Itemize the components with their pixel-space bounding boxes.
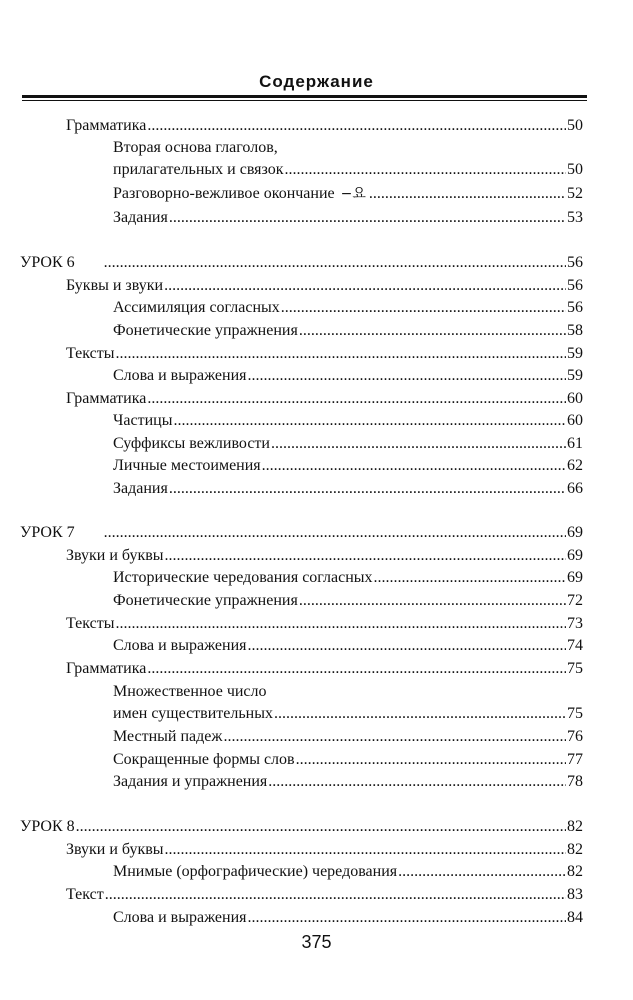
toc-entry-plural-nouns[interactable] — [113, 703, 583, 725]
dot-leader — [147, 658, 566, 680]
header-rule-thick — [22, 95, 587, 98]
toc-entry-label: Тексты — [66, 345, 115, 362]
dot-leader — [285, 159, 566, 181]
toc-entry-sounds-letters[interactable] — [66, 839, 583, 861]
toc-entry-locative-case[interactable] — [113, 726, 583, 748]
dot-leader — [248, 635, 567, 657]
toc-entry-label: Мнимые (орфографические) чередования — [113, 863, 398, 880]
toc-entry-polite-ending[interactable] — [113, 183, 583, 205]
toc-entry-page: 69 — [567, 547, 583, 564]
toc-entry-label: Грамматика — [66, 660, 147, 677]
toc-entry-page: 62 — [567, 457, 583, 474]
toc-entry-page: 56 — [567, 299, 583, 316]
dot-leader — [281, 297, 566, 319]
toc-entry-label: УРОК 8 — [20, 818, 75, 835]
dot-leader — [105, 884, 566, 906]
toc-entry-lesson-8[interactable] — [20, 816, 583, 838]
toc-entry-label: Звуки и буквы — [66, 547, 164, 564]
toc-entry-lesson-7[interactable] — [20, 522, 583, 544]
toc-entry-page: 82 — [567, 863, 583, 880]
toc-entry-tasks[interactable] — [113, 207, 583, 229]
toc-entry-page: 74 — [567, 637, 583, 654]
toc-entry-label-line1: Множественное число — [113, 683, 267, 700]
dot-leader — [268, 771, 566, 793]
toc-entry-second-stem[interactable] — [113, 159, 583, 181]
toc-entry-label-line1: Вторая основа глаголов, — [113, 139, 278, 156]
toc-entry-label: Разговорно-вежливое окончание — [113, 185, 335, 202]
dot-leader — [164, 275, 566, 297]
toc-entry-grammar[interactable] — [66, 658, 583, 680]
toc-entry-label: Задания — [113, 209, 168, 226]
dot-leader — [369, 183, 566, 205]
dot-leader — [299, 590, 566, 612]
toc-entry-label: Слова и выражения — [113, 367, 247, 384]
toc-entry-phonetic-exercises[interactable] — [113, 320, 583, 342]
dot-leader — [104, 522, 566, 544]
toc-entry-letters-sounds[interactable] — [66, 275, 583, 297]
toc-entry-tasks[interactable] — [113, 478, 583, 500]
dot-leader — [169, 207, 566, 229]
dot-leader — [76, 816, 566, 838]
toc-entry-label: прилагательных и связок — [113, 161, 284, 178]
toc-entry-page: 59 — [567, 367, 583, 384]
dot-leader — [398, 861, 566, 883]
toc-entry-label: Грамматика — [66, 390, 147, 407]
toc-entry-label: Суффиксы вежливости — [113, 435, 270, 452]
toc-entry-page: 53 — [567, 209, 583, 226]
toc-entry-page: 78 — [567, 773, 583, 790]
toc-entry-label: УРОК 7 — [20, 524, 75, 541]
dot-leader — [296, 749, 566, 771]
dot-leader — [274, 703, 566, 725]
toc-entry-sounds-letters[interactable] — [66, 545, 583, 567]
dot-leader — [262, 455, 566, 477]
toc-entry-label: Буквы и звуки — [66, 277, 164, 294]
toc-entry-texts[interactable] — [66, 343, 583, 365]
dot-leader — [147, 115, 566, 137]
toc-entry-page: 69 — [567, 524, 583, 541]
toc-entry-label: Слова и выражения — [113, 637, 247, 654]
toc-entry-label: Ассимиляция согласных — [113, 299, 280, 316]
toc-entry-words-expressions[interactable] — [113, 365, 583, 387]
toc-entry-page: 73 — [567, 615, 583, 632]
toc-entry-grammar[interactable] — [66, 388, 583, 410]
toc-entry-label: Слова и выражения — [113, 909, 247, 926]
dot-leader — [147, 388, 566, 410]
toc-entry-label: Фонетические упражнения — [113, 322, 298, 339]
toc-entry-label: Грамматика — [66, 117, 147, 134]
toc-entry-page: 72 — [567, 592, 583, 609]
toc-entry-label: УРОК 6 — [20, 254, 75, 271]
dot-leader — [248, 907, 567, 929]
toc-entry-texts[interactable] — [66, 613, 583, 635]
toc-entry-page: 56 — [567, 254, 583, 271]
toc-entry-page: 77 — [567, 751, 583, 768]
page-header-title: Содержание — [259, 72, 374, 91]
toc-entry-page: 61 — [567, 435, 583, 452]
toc-entry-label: Тексты — [66, 615, 115, 632]
toc-entry-label: Задания и упражнения — [113, 773, 268, 790]
toc-entry-text[interactable] — [66, 884, 583, 906]
page-number: 375 — [301, 932, 332, 952]
toc-entry-label: Задания — [113, 480, 168, 497]
toc-entry-label: Сокращенные формы слов — [113, 751, 295, 768]
toc-entry-personal-pronouns[interactable] — [113, 455, 583, 477]
toc-entry-page: 58 — [567, 322, 583, 339]
dot-leader — [169, 478, 566, 500]
toc-entry-page: 76 — [567, 728, 583, 745]
dot-leader — [374, 567, 566, 589]
toc-entry-page: 66 — [567, 480, 583, 497]
toc-entry-page: 83 — [567, 886, 583, 903]
toc-entry-label: Местный падеж — [113, 728, 223, 745]
dot-leader — [104, 252, 566, 274]
toc-entry-lesson-6[interactable] — [20, 252, 583, 274]
dot-leader — [173, 410, 566, 432]
toc-entry-page: 56 — [567, 277, 583, 294]
toc-entry-grammar[interactable] — [66, 115, 583, 137]
dot-leader — [115, 343, 566, 365]
toc-entry-short-forms[interactable] — [113, 749, 583, 771]
korean-ending-symbol: −요 — [340, 186, 366, 202]
toc-entry-page: 60 — [567, 412, 583, 429]
header-rule-thin — [22, 100, 587, 101]
toc-entry-particles[interactable] — [113, 410, 583, 432]
toc-entry-page: 84 — [567, 909, 583, 926]
toc-entry-label: Исторические чередования согласных — [113, 569, 373, 586]
toc-entry-page: 50 — [567, 161, 583, 178]
toc-entry-words-expressions[interactable] — [113, 635, 583, 657]
toc-entry-phonetic-exercises[interactable] — [113, 590, 583, 612]
toc-entry-page: 82 — [567, 841, 583, 858]
toc-entry-label: Частицы — [113, 412, 173, 429]
toc-entry-page: 50 — [567, 117, 583, 134]
dot-leader — [223, 726, 566, 748]
toc-entry-page: 75 — [567, 660, 583, 677]
toc-entry-label: Звуки и буквы — [66, 841, 164, 858]
toc-entry-page: 82 — [567, 818, 583, 835]
toc-entry-politeness-suffixes[interactable] — [113, 433, 583, 455]
toc-entry-tasks-exercises[interactable] — [113, 771, 583, 793]
toc-entry-page: 69 — [567, 569, 583, 586]
toc-entry-words-expressions[interactable] — [113, 907, 583, 929]
dot-leader — [165, 545, 566, 567]
toc-entry-page: 59 — [567, 345, 583, 362]
toc-entry-page: 60 — [567, 390, 583, 407]
dot-leader — [248, 365, 567, 387]
toc-entry-label: Личные местоимения — [113, 457, 261, 474]
toc-entry-label: Текст — [66, 886, 104, 903]
toc-entry-historical-alternations[interactable] — [113, 567, 583, 589]
dot-leader — [165, 839, 566, 861]
dot-leader — [115, 613, 566, 635]
dot-leader — [271, 433, 566, 455]
toc-entry-page: 52 — [567, 185, 583, 202]
toc-entry-page: 75 — [567, 705, 583, 722]
toc-entry-label: Фонетические упражнения — [113, 592, 298, 609]
toc-entry-orthographic-alternations[interactable] — [113, 861, 583, 883]
toc-entry-assimilation[interactable] — [113, 297, 583, 319]
toc-entry-label: имен существительных — [113, 705, 273, 722]
dot-leader — [299, 320, 566, 342]
